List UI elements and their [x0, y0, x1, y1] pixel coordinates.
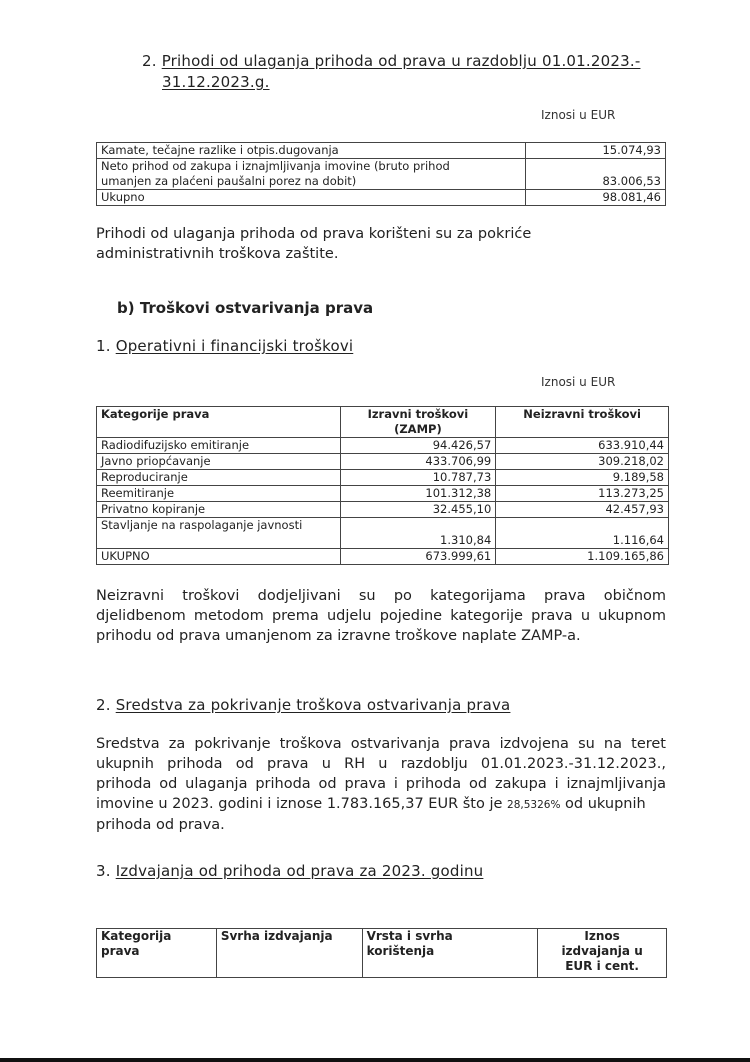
cell-direct: 94.426,57 [340, 438, 496, 454]
cell-category: Radiodifuzijsko emitiranje [97, 438, 341, 454]
heading-title: Sredstva za pokrivanje troškova ostvarivanja prava [115, 696, 511, 714]
table-total-row [97, 549, 669, 565]
cell-direct: 1.310,84 [340, 518, 496, 549]
header-line: Kategorija [101, 929, 172, 943]
header-line: prava [101, 944, 140, 958]
cell-direct: 101.312,38 [340, 486, 496, 502]
table-row [97, 518, 669, 549]
header-purpose: Svrha izdvajanja [216, 929, 362, 978]
paragraph-line: Neizravni troškovi dodjeljivani su po kategorijama prava običnom [96, 588, 666, 604]
header-line: Izravni troškovi [367, 407, 469, 421]
table-row [97, 190, 666, 206]
text-fragment: imovine u 2023. godini i iznose 1.783.165,37 EUR što je [96, 796, 508, 812]
header-line: (ZAMP) [394, 422, 442, 436]
cell-category: Reproduciranje [97, 470, 341, 486]
table-row [97, 438, 669, 454]
heading-title-line1: Prihodi od ulaganja prihoda od prava u razdoblju 01.01.2023.- [161, 52, 641, 70]
heading-title-line2: 31.12.2023.g. [162, 73, 270, 91]
table-header-row [97, 929, 667, 978]
paragraph-line: ukupnih prihoda od prava u RH u razdoblju 01.01.2023.-31.12.2023., [96, 756, 666, 772]
table-cell-value: 83.006,53 [526, 159, 666, 190]
header-categories: Kategorije prava [97, 407, 341, 438]
paragraph-line: prihoda od prava. [96, 817, 225, 833]
section-b-title: b) Troškovi ostvarivanja prava [117, 299, 374, 317]
table-row [97, 486, 669, 502]
currency-note: Iznosi u EUR [541, 108, 616, 122]
allocations-table [96, 928, 667, 978]
income-table [96, 142, 666, 206]
percentage-value: 28,5326% [507, 799, 561, 811]
table-row [97, 159, 666, 190]
section-heading-income-cont [162, 73, 270, 91]
subsection-3-heading [96, 862, 483, 880]
paragraph-line [96, 794, 666, 815]
text-fragment: od ukupnih [560, 796, 646, 812]
cell-indirect: 42.457,93 [496, 502, 669, 518]
table-row [97, 454, 669, 470]
label-line: Neto prihod od zakupa i iznajmljivanja imovine (bruto prihod [101, 159, 450, 173]
header-type [362, 929, 538, 978]
costs-table [96, 406, 669, 565]
cell-direct: 433.706,99 [340, 454, 496, 470]
cell-category: Stavljanje na raspolaganje javnosti [97, 518, 341, 549]
heading-title: Izdvajanja od prihoda od prava za 2023. godinu [115, 862, 484, 880]
cell-direct: 32.455,10 [340, 502, 496, 518]
header-line: EUR i cent. [565, 959, 639, 973]
table-cell-label [97, 159, 526, 190]
paragraph-line: Sredstva za pokrivanje troškova ostvarivanja prava izdvojena su na teret [96, 736, 666, 752]
header-amount [538, 929, 667, 978]
paragraph-line: administrativnih troškova zaštite. [96, 246, 339, 262]
heading-number: 2. [96, 696, 111, 714]
cell-direct: 10.787,73 [340, 470, 496, 486]
cell-indirect: 1.116,64 [496, 518, 669, 549]
heading-number: 1. [96, 337, 111, 355]
table-header-row [97, 407, 669, 438]
heading-number: 2. [142, 52, 157, 70]
label-line: umanjen za plaćeni paušalni porez na dobit) [101, 174, 357, 188]
cell-total-label: UKUPNO [97, 549, 341, 565]
table-cell-value: 98.081,46 [526, 190, 666, 206]
table-row [97, 143, 666, 159]
header-line: korištenja [366, 944, 435, 958]
table-cell-label: Ukupno [97, 190, 526, 206]
header-line: izdvajanja u [561, 944, 643, 958]
header-direct [340, 407, 496, 438]
header-category [97, 929, 217, 978]
table-cell-label: Kamate, tečajne razlike i otpis.dugovanja [97, 143, 526, 159]
paragraph-line: prihoda od ulaganja prihoda od prava i prihoda od zakupa i iznajmljivanja [96, 776, 666, 792]
cell-indirect: 309.218,02 [496, 454, 669, 470]
cell-indirect: 113.273,25 [496, 486, 669, 502]
header-indirect: Neizravni troškovi [496, 407, 669, 438]
paragraph-line: Prihodi od ulaganja prihoda od prava korišteni su za pokriće [96, 226, 532, 242]
subsection-1-heading [96, 337, 353, 355]
paragraph-line: prihodu od prava umanjenom za izravne troškove naplate ZAMP-a. [96, 628, 581, 644]
cell-category: Javno priopćavanje [97, 454, 341, 470]
page-bottom-edge [0, 1058, 750, 1062]
income-paragraph [96, 224, 531, 264]
section-heading-income [142, 52, 640, 70]
table-row [97, 470, 669, 486]
header-line: Iznos [584, 929, 620, 943]
subsection-2-heading [96, 696, 510, 714]
currency-note-2: Iznosi u EUR [541, 375, 616, 389]
indirect-costs-paragraph [96, 586, 666, 646]
heading-number: 3. [96, 862, 111, 880]
cell-total-indirect: 1.109.165,86 [496, 549, 669, 565]
coverage-paragraph [96, 734, 666, 835]
table-row [97, 502, 669, 518]
cell-indirect: 633.910,44 [496, 438, 669, 454]
paragraph-line: djelidbenom metodom prema udjelu pojedine kategorije prava u ukupnom [96, 608, 666, 624]
cell-indirect: 9.189,58 [496, 470, 669, 486]
heading-title: Operativni i financijski troškovi [115, 337, 354, 355]
cell-total-direct: 673.999,61 [340, 549, 496, 565]
header-line: Vrsta i svrha [366, 929, 453, 943]
cell-category: Privatno kopiranje [97, 502, 341, 518]
table-cell-value: 15.074,93 [526, 143, 666, 159]
cell-category: Reemitiranje [97, 486, 341, 502]
